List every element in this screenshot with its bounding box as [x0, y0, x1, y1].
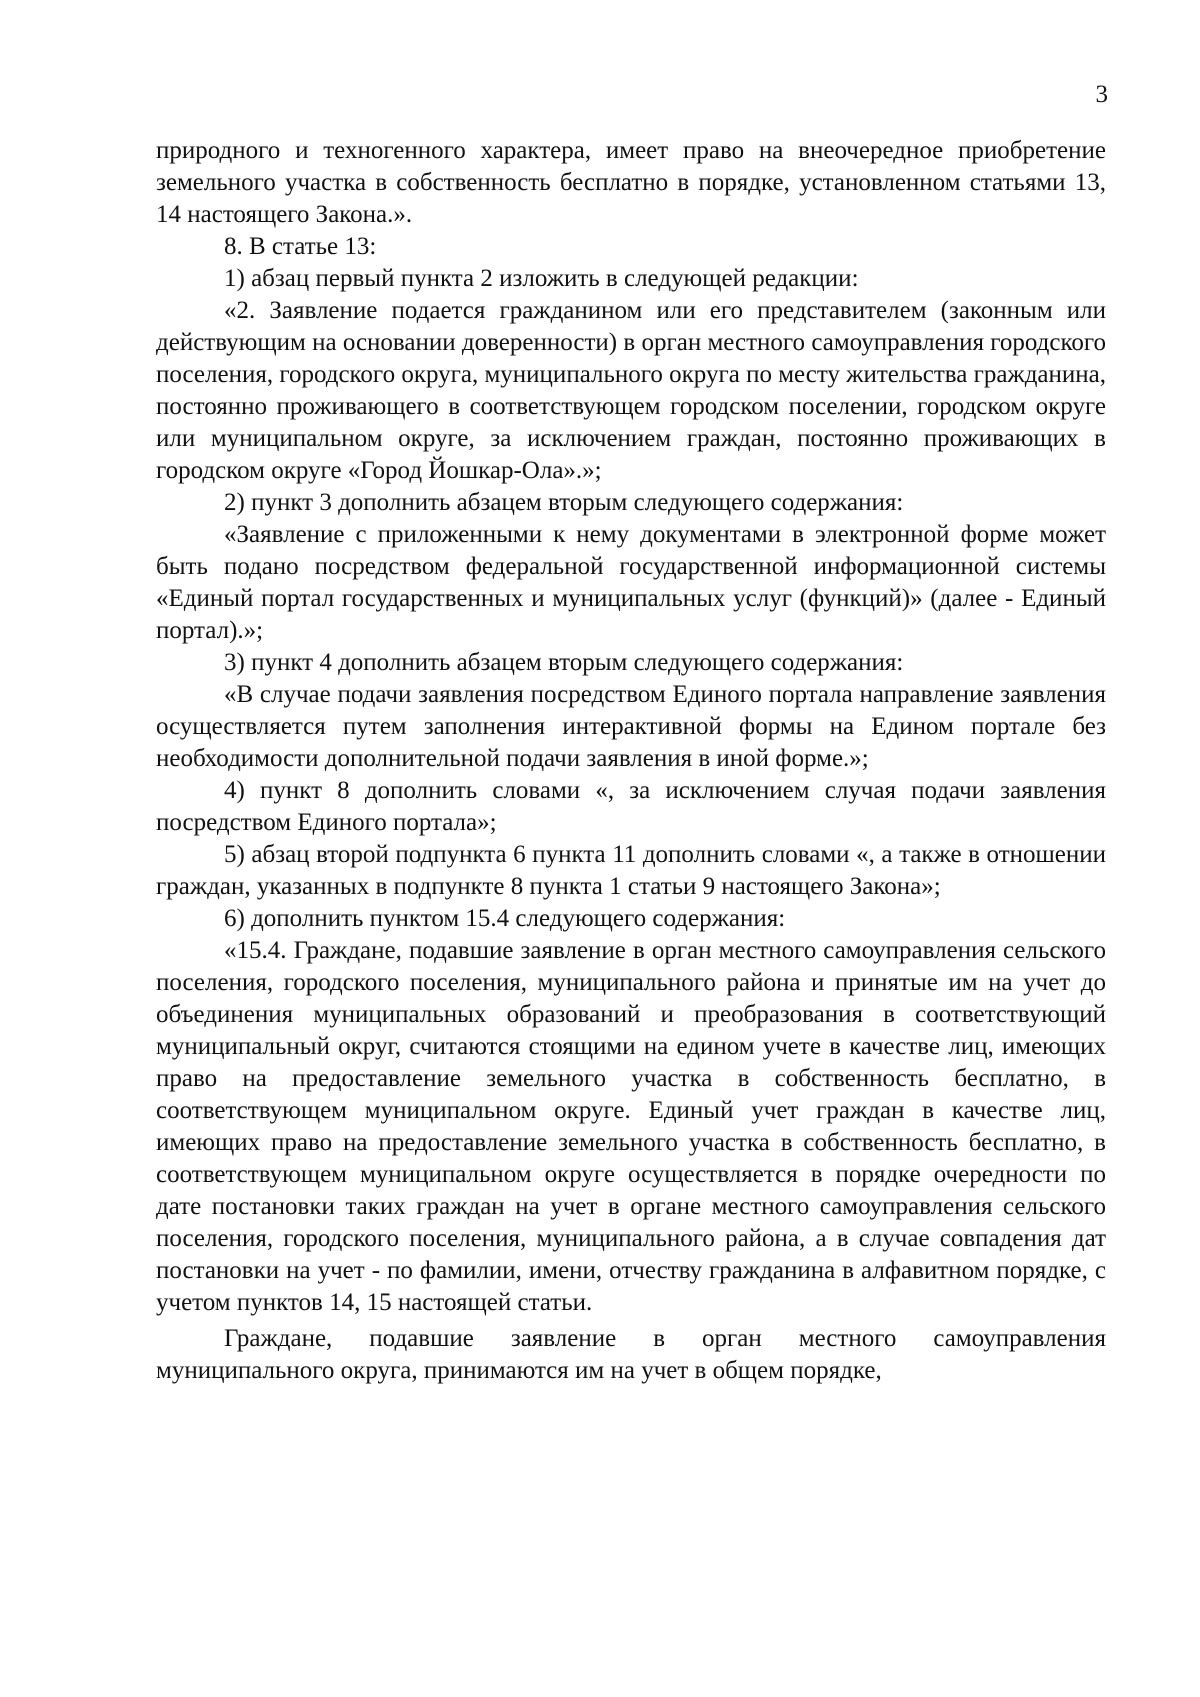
- paragraph: 8. В статье 13:: [224, 233, 377, 260]
- document-body: [156, 135, 1106, 1387]
- paragraph: Граждане, подавшие заявление в орган местного самоуправления муниципального округа, принимаются им на учет в общем порядке,: [156, 1325, 1106, 1384]
- page-number: 3: [1095, 81, 1108, 108]
- paragraph: природного и техногенного характера, имеет право на внеочередное приобретение земельного участка в собственность бесплатно в порядке, установленном статьями 13, 14 настоящего Закона.».: [156, 137, 1106, 228]
- paragraph: «2. Заявление подается гражданином или его представителем (законным или действующим на основании доверенности) в орган местного самоуправления городского поселения, городского округа, муниципального округа по месту жительства гражданина, постоянно проживающего в соответствующем городском поселении, городском округе или муниципальном округе, за исключением граждан, постоянно проживающих в городском округе «Город Йошкар-Ола».»;: [156, 297, 1106, 484]
- paragraph: «Заявление с приложенными к нему документами в электронной форме может быть подано посредством федеральной государственной информационной системы «Единый портал государственных и муниципальных услуг (функций)» (далее - Единый портал).»;: [156, 521, 1106, 644]
- paragraph: 6) дополнить пунктом 15.4 следующего содержания:: [224, 905, 786, 932]
- paragraph: «В случае подачи заявления посредством Единого портала направление заявления осуществляется путем заполнения интерактивной формы на Едином портале без необходимости дополнительной подачи заявления в иной форме.»;: [156, 681, 1106, 772]
- paragraph: 5) абзац второй подпункта 6 пункта 11 дополнить словами «, а также в отношении граждан, указанных в подпункте 8 пункта 1 статьи 9 настоящего Закона»;: [156, 841, 1106, 900]
- paragraph: 2) пункт 3 дополнить абзацем вторым следующего содержания:: [224, 489, 904, 516]
- paragraph: 4) пункт 8 дополнить словами «, за исключением случая подачи заявления посредством Единого портала»;: [156, 777, 1106, 836]
- paragraph: 1) абзац первый пункта 2 изложить в следующей редакции:: [224, 265, 859, 292]
- paragraph: «15.4. Граждане, подавшие заявление в орган местного самоуправления сельского поселения, городского поселения, муниципального района и принятые им на учет до объединения муниципальных образований и преобразования в соответствующий муниципальный округ, считаются стоящими на едином учете в качестве лиц, имеющих право на предоставление земельного участка в собственность бесплатно, в соответствующем муниципальном округе. Единый учет граждан в качестве лиц, имеющих право на предоставление земельного участка в собственность бесплатно, в соответствующем муниципальном округе осуществляется в порядке очередности по дате постановки таких граждан на учет в органе местного самоуправления сельского поселения, городского поселения, муниципального района, а в случае совпадения дат постановки на учет - по фамилии, имени, отчеству гражданина в алфавитном порядке, с учетом пунктов 14, 15 настоящей статьи.: [156, 937, 1106, 1316]
- paragraph: 3) пункт 4 дополнить абзацем вторым следующего содержания:: [224, 649, 904, 676]
